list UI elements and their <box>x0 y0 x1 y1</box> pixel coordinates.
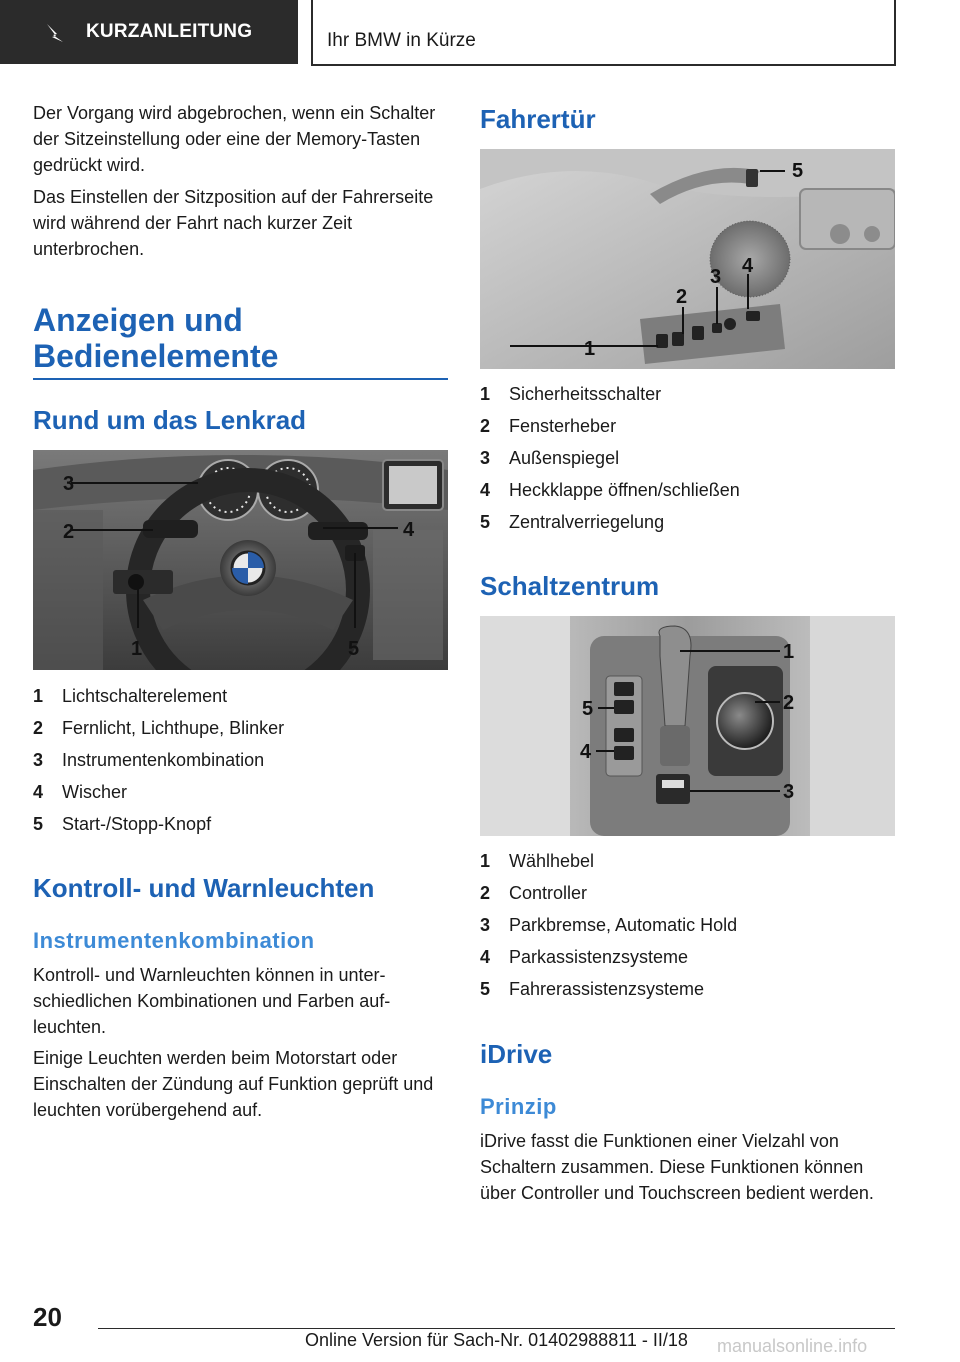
intro-paragraph-2: Das Einstellen der Sitzposition auf der Fahrerseite wird während der Fahrt nach kurzer Zeit unterbrochen. <box>33 187 434 259</box>
console-callout: 4 <box>580 741 592 763</box>
list-item: 3 Außenspiegel <box>480 448 620 468</box>
steering-callout: 3 <box>63 473 75 495</box>
center-console-photo <box>480 616 895 836</box>
list-item: 1 Wählhebel <box>480 851 595 871</box>
steering-wheel-photo <box>33 450 448 670</box>
console-heading: Schaltzentrum <box>480 571 660 601</box>
console-callout: 3 <box>783 781 795 803</box>
footer-rule <box>98 1328 895 1329</box>
list-item: 3 Parkbremse, Automatic Hold <box>480 915 738 935</box>
intro-paragraph-1: Der Vorgang wird abgebrochen, wenn ein Schalter der Sitzeinstellung oder eine der Memory-Tasten gedrückt wird. <box>33 103 436 175</box>
section-heading: Anzeigen und Bedienelemente <box>33 302 279 374</box>
header-tab-label: KURZANLEITUNG <box>86 21 253 42</box>
driver-door-photo <box>480 149 895 369</box>
list-item: 2 Fensterheber <box>480 416 617 436</box>
warn-paragraph-2: Einige Leuchten werden beim Motorstart oder Einschalten der Zündung auf Funktion geprüft und leuchten vorübergehend auf. <box>33 1048 434 1120</box>
console-callout: 1 <box>783 641 795 663</box>
door-legend <box>480 378 895 538</box>
header-section-title: Ihr BMW in Kürze <box>311 0 896 66</box>
console-callout: 5 <box>582 698 594 720</box>
door-heading: Fahrertür <box>480 104 596 134</box>
list-item: 3 Instrumentenkombination <box>33 750 265 770</box>
list-item: 2 Fernlicht, Lichthupe, Blinker <box>33 718 285 738</box>
list-item: 4 Parkassistenzsysteme <box>480 947 689 967</box>
list-item: 5 Fahrerassistenzsysteme <box>480 979 705 999</box>
section-heading-rule <box>33 378 448 380</box>
door-callout: 3 <box>710 266 722 288</box>
warn-subheading: Instrumentenkombination <box>33 928 315 953</box>
list-item: 5 Zentralverriegelung <box>480 512 665 532</box>
list-item: 1 Lichtschalterelement <box>33 686 228 706</box>
list-item: 1 Sicherheitsschalter <box>480 384 662 404</box>
door-callout: 2 <box>676 286 688 308</box>
watermark: manualsonline.info <box>717 1336 868 1356</box>
page-number: 20 <box>33 1302 62 1332</box>
console-legend <box>480 845 895 1005</box>
steering-callout: 1 <box>131 638 143 660</box>
steering-callout: 4 <box>403 519 415 541</box>
idrive-heading: iDrive <box>480 1039 553 1069</box>
lightning-icon <box>44 22 66 44</box>
door-callout: 4 <box>742 255 754 277</box>
idrive-subheading: Prinzip <box>480 1094 557 1119</box>
list-item: 4 Heckklappe öffnen/schließen <box>480 480 740 500</box>
door-callout: 5 <box>792 160 804 182</box>
console-callout: 2 <box>783 692 795 714</box>
warn-heading: Kontroll- und Warnleuchten <box>33 873 375 903</box>
door-callout: 1 <box>584 338 596 360</box>
idrive-paragraph: iDrive fasst die Funktionen einer Vielzahl von Schaltern zusammen. Diese Funktionen können über Controller und Touchscreen bedient werden. <box>480 1131 874 1203</box>
warn-paragraph-1: Kontroll- und Warnleuchten können in unterschiedlichen Kombinationen und Farben aufleuchten. <box>33 965 391 1037</box>
steering-heading: Rund um das Lenkrad <box>33 405 307 435</box>
steering-callout: 2 <box>63 521 75 543</box>
online-version-text: Online Version für Sach-Nr. 01402988811 - II/18 <box>305 1330 688 1350</box>
steering-legend <box>33 680 448 840</box>
steering-callout: 5 <box>348 638 360 660</box>
list-item: 4 Wischer <box>33 782 128 802</box>
header-tab <box>0 0 298 64</box>
list-item: 2 Controller <box>480 883 588 903</box>
list-item: 5 Start-/Stopp-Knopf <box>33 814 212 834</box>
